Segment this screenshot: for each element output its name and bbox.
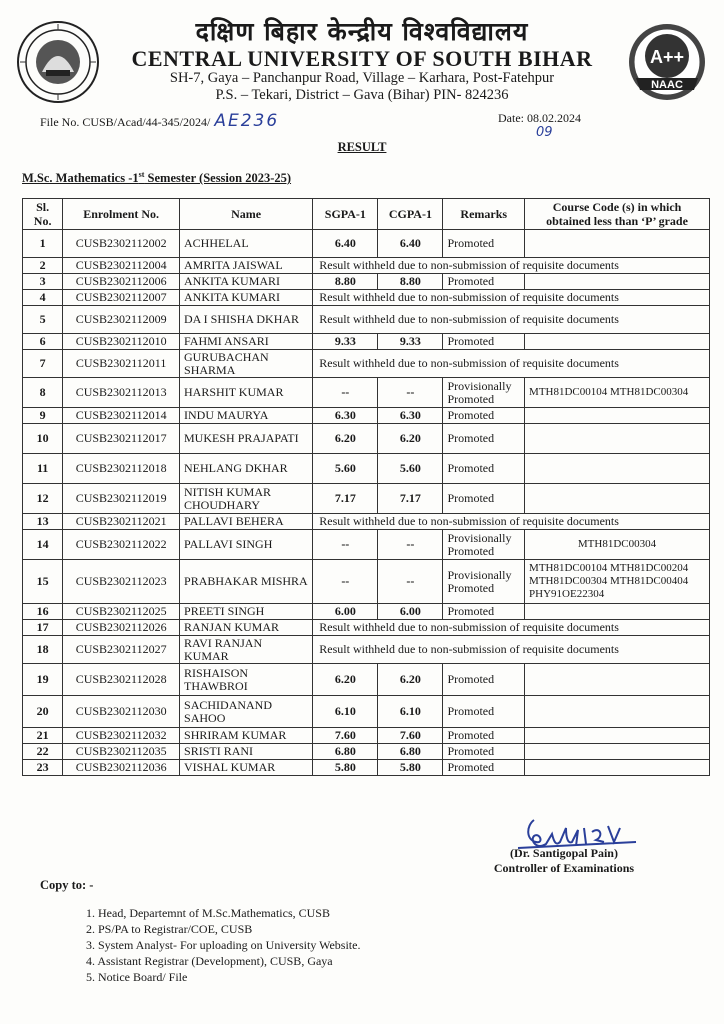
student-name-cell: SHRIRAM KUMAR	[180, 728, 313, 744]
table-row	[23, 306, 710, 334]
university-address	[100, 70, 624, 104]
university-emblem-icon	[16, 20, 100, 104]
result-title: RESULT	[337, 140, 387, 154]
enrolment-number-cell: CUSB2302112019	[63, 484, 180, 514]
course-codes-cell: MTH81DC00304	[525, 530, 710, 560]
serial-number-cell: 4	[23, 290, 63, 306]
course-codes-cell	[525, 424, 710, 454]
sgpa-cell: --	[313, 378, 378, 408]
sgpa-cell: 6.00	[313, 604, 378, 620]
cgpa-cell: 8.80	[378, 274, 443, 290]
column-header: Course Code (s) in which obtained less than ‘P’ grade	[525, 199, 710, 230]
student-name-cell: PRABHAKAR MISHRA	[180, 560, 313, 604]
column-header: Sl. No.	[23, 199, 63, 230]
table-row	[23, 604, 710, 620]
enrolment-number-cell: CUSB2302112014	[63, 408, 180, 424]
table-row	[23, 230, 710, 258]
enrolment-number-cell: CUSB2302112032	[63, 728, 180, 744]
student-name-cell: PALLAVI BEHERA	[180, 514, 313, 530]
enrolment-number-cell: CUSB2302112026	[63, 620, 180, 636]
student-name-cell: INDU MAURYA	[180, 408, 313, 424]
copy-to-label: Copy to: -	[40, 878, 94, 892]
serial-number-cell: 8	[23, 378, 63, 408]
table-row	[23, 530, 710, 560]
remarks-cell: Promoted	[443, 664, 525, 696]
course-codes-cell	[525, 728, 710, 744]
copy-to-item: 2. PS/PA to Registrar/COE, CUSB	[86, 922, 253, 936]
course-codes-cell	[525, 334, 710, 350]
serial-number-cell: 5	[23, 306, 63, 334]
sgpa-cell: 8.80	[313, 274, 378, 290]
remarks-cell: Promoted	[443, 484, 525, 514]
course-codes-cell	[525, 760, 710, 776]
remarks-cell: Provisionally Promoted	[443, 378, 525, 408]
enrolment-number-cell: CUSB2302112025	[63, 604, 180, 620]
student-name-cell: RANJAN KUMAR	[180, 620, 313, 636]
serial-number-cell: 19	[23, 664, 63, 696]
file-number	[40, 111, 279, 131]
table-row	[23, 350, 710, 378]
course-codes-cell	[525, 454, 710, 484]
remarks-cell: Promoted	[443, 454, 525, 484]
remarks-cell: Promoted	[443, 696, 525, 728]
result-withheld-cell: Result withheld due to non-submission of requisite documents	[313, 514, 710, 530]
file-number-handwritten: AE236	[214, 111, 280, 131]
cgpa-cell: 9.33	[378, 334, 443, 350]
course-codes-cell	[525, 408, 710, 424]
remarks-cell: Promoted	[443, 334, 525, 350]
table-row	[23, 696, 710, 728]
sgpa-cell: 6.40	[313, 230, 378, 258]
enrolment-number-cell: CUSB2302112035	[63, 744, 180, 760]
column-header: Remarks	[443, 199, 525, 230]
serial-number-cell: 13	[23, 514, 63, 530]
enrolment-number-cell: CUSB2302112013	[63, 378, 180, 408]
student-name-cell: ACHHELAL	[180, 230, 313, 258]
serial-number-cell: 15	[23, 560, 63, 604]
naac-grade: A++	[649, 47, 685, 67]
enrolment-number-cell: CUSB2302112022	[63, 530, 180, 560]
document-date-text: Date: 08.02.2024	[498, 111, 581, 125]
copy-to-item: 3. System Analyst- For uploading on University Website.	[86, 938, 361, 952]
table-row	[23, 728, 710, 744]
cgpa-cell: 6.40	[378, 230, 443, 258]
result-withheld-cell: Result withheld due to non-submission of requisite documents	[313, 620, 710, 636]
serial-number-cell: 9	[23, 408, 63, 424]
serial-number-cell: 10	[23, 424, 63, 454]
column-header: SGPA-1	[313, 199, 378, 230]
university-name-hindi: दक्षिण बिहार केन्द्रीय विश्वविद्यालय	[195, 17, 529, 46]
cgpa-cell: 5.60	[378, 454, 443, 484]
course-title: M.Sc. Mathematics -1st Semester (Session 2023-25)	[22, 170, 292, 186]
student-name-cell: SRISTI RANI	[180, 744, 313, 760]
remarks-cell: Promoted	[443, 274, 525, 290]
sgpa-cell: 6.80	[313, 744, 378, 760]
student-name-cell: RAVI RANJAN KUMAR	[180, 636, 313, 664]
table-row	[23, 408, 710, 424]
serial-number-cell: 21	[23, 728, 63, 744]
result-withheld-cell: Result withheld due to non-submission of requisite documents	[313, 290, 710, 306]
table-row	[23, 620, 710, 636]
sgpa-cell: 5.60	[313, 454, 378, 484]
student-name-cell: NITISH KUMAR CHOUDHARY	[180, 484, 313, 514]
enrolment-number-cell: CUSB2302112036	[63, 760, 180, 776]
serial-number-cell: 22	[23, 744, 63, 760]
cgpa-cell: 6.20	[378, 424, 443, 454]
cgpa-cell: 6.10	[378, 696, 443, 728]
result-withheld-cell: Result withheld due to non-submission of requisite documents	[313, 636, 710, 664]
course-codes-cell	[525, 696, 710, 728]
cgpa-cell: 6.30	[378, 408, 443, 424]
course-codes-cell: MTH81DC00104 MTH81DC00204 MTH81DC00304 MTH81DC00404 PHY91OE22304	[525, 560, 710, 604]
student-name-cell: HARSHIT KUMAR	[180, 378, 313, 408]
student-name-cell: ANKITA KUMARI	[180, 290, 313, 306]
cgpa-cell: 7.17	[378, 484, 443, 514]
file-number-text: File No. CUSB/Acad/44-345/2024/	[40, 115, 211, 129]
enrolment-number-cell: CUSB2302112006	[63, 274, 180, 290]
course-codes-cell	[525, 484, 710, 514]
result-table	[22, 198, 710, 776]
serial-number-cell: 11	[23, 454, 63, 484]
serial-number-cell: 12	[23, 484, 63, 514]
sgpa-cell: 7.17	[313, 484, 378, 514]
course-codes-cell	[525, 604, 710, 620]
enrolment-number-cell: CUSB2302112010	[63, 334, 180, 350]
student-name-cell: FAHMI ANSARI	[180, 334, 313, 350]
address-line-1: SH-7, Gaya – Panchanpur Road, Village – Karhara, Post-Fatehpur	[169, 70, 555, 86]
serial-number-cell: 16	[23, 604, 63, 620]
enrolment-number-cell: CUSB2302112030	[63, 696, 180, 728]
sgpa-cell: --	[313, 560, 378, 604]
student-name-cell: DA I SHISHA DKHAR	[180, 306, 313, 334]
cgpa-cell: --	[378, 560, 443, 604]
cgpa-cell: --	[378, 378, 443, 408]
table-row	[23, 636, 710, 664]
student-name-cell: PALLAVI SINGH	[180, 530, 313, 560]
naac-badge-icon	[624, 20, 710, 104]
naac-label: NAAC	[651, 79, 683, 91]
serial-number-cell: 14	[23, 530, 63, 560]
sgpa-cell: 6.30	[313, 408, 378, 424]
student-name-cell: VISHAL KUMAR	[180, 760, 313, 776]
enrolment-number-cell: CUSB2302112028	[63, 664, 180, 696]
serial-number-cell: 17	[23, 620, 63, 636]
enrolment-number-cell: CUSB2302112017	[63, 424, 180, 454]
enrolment-number-cell: CUSB2302112023	[63, 560, 180, 604]
sgpa-cell: 6.20	[313, 664, 378, 696]
enrolment-number-cell: CUSB2302112004	[63, 258, 180, 274]
serial-number-cell: 2	[23, 258, 63, 274]
date-handwritten-correction: 09	[536, 125, 553, 140]
student-name-cell: GURUBACHAN SHARMA	[180, 350, 313, 378]
table-row	[23, 334, 710, 350]
remarks-cell: Promoted	[443, 744, 525, 760]
serial-number-cell: 20	[23, 696, 63, 728]
enrolment-number-cell: CUSB2302112002	[63, 230, 180, 258]
course-codes-cell	[525, 664, 710, 696]
table-row	[23, 378, 710, 408]
table-row	[23, 258, 710, 274]
serial-number-cell: 3	[23, 274, 63, 290]
cgpa-cell: 7.60	[378, 728, 443, 744]
copy-to-item: 1. Head, Departemnt of M.Sc.Mathematics, CUSB	[86, 906, 330, 920]
result-withheld-cell: Result withheld due to non-submission of requisite documents	[313, 306, 710, 334]
serial-number-cell: 6	[23, 334, 63, 350]
signatory-designation: Controller of Examinations	[493, 861, 635, 875]
copy-to-list	[86, 905, 360, 985]
course-codes-cell	[525, 274, 710, 290]
enrolment-number-cell: CUSB2302112021	[63, 514, 180, 530]
student-name-cell: NEHLANG DKHAR	[180, 454, 313, 484]
sgpa-cell: --	[313, 530, 378, 560]
cgpa-cell: 6.80	[378, 744, 443, 760]
copy-to-item: 4. Assistant Registrar (Development), CUSB, Gaya	[86, 954, 333, 968]
remarks-cell: Provisionally Promoted	[443, 560, 525, 604]
remarks-cell: Promoted	[443, 408, 525, 424]
serial-number-cell: 18	[23, 636, 63, 664]
table-row	[23, 424, 710, 454]
enrolment-number-cell: CUSB2302112018	[63, 454, 180, 484]
sgpa-cell: 6.20	[313, 424, 378, 454]
sgpa-cell: 9.33	[313, 334, 378, 350]
table-row	[23, 514, 710, 530]
table-row	[23, 760, 710, 776]
copy-to-item: 5. Notice Board/ File	[86, 970, 188, 984]
cgpa-cell: 6.20	[378, 664, 443, 696]
student-name-cell: RISHAISON THAWBROI	[180, 664, 313, 696]
student-name-cell: AMRITA JAISWAL	[180, 258, 313, 274]
remarks-cell: Promoted	[443, 230, 525, 258]
enrolment-number-cell: CUSB2302112027	[63, 636, 180, 664]
table-row	[23, 454, 710, 484]
serial-number-cell: 7	[23, 350, 63, 378]
remarks-cell: Promoted	[443, 728, 525, 744]
result-withheld-cell: Result withheld due to non-submission of requisite documents	[313, 258, 710, 274]
table-header-row	[23, 199, 710, 230]
address-line-2: P.S. – Tekari, District – Gava (Bihar) PIN- 824236	[215, 87, 509, 103]
serial-number-cell: 23	[23, 760, 63, 776]
university-name: CENTRAL UNIVERSITY OF SOUTH BIHAR	[131, 46, 593, 71]
table-row	[23, 274, 710, 290]
course-codes-cell	[525, 744, 710, 760]
column-header: Enrolment No.	[63, 199, 180, 230]
student-name-cell: PREETI SINGH	[180, 604, 313, 620]
sgpa-cell: 6.10	[313, 696, 378, 728]
remarks-cell: Promoted	[443, 604, 525, 620]
student-name-cell: ANKITA KUMARI	[180, 274, 313, 290]
sgpa-cell: 7.60	[313, 728, 378, 744]
signatory-block	[474, 846, 654, 876]
remarks-cell: Provisionally Promoted	[443, 530, 525, 560]
enrolment-number-cell: CUSB2302112011	[63, 350, 180, 378]
table-row	[23, 560, 710, 604]
table-row	[23, 744, 710, 760]
column-header: CGPA-1	[378, 199, 443, 230]
remarks-cell: Promoted	[443, 760, 525, 776]
cgpa-cell: --	[378, 530, 443, 560]
table-row	[23, 664, 710, 696]
table-row	[23, 484, 710, 514]
sgpa-cell: 5.80	[313, 760, 378, 776]
student-name-cell: SACHIDANAND SAHOO	[180, 696, 313, 728]
course-codes-cell: MTH81DC00104 MTH81DC00304	[525, 378, 710, 408]
enrolment-number-cell: CUSB2302112007	[63, 290, 180, 306]
cgpa-cell: 6.00	[378, 604, 443, 620]
remarks-cell: Promoted	[443, 424, 525, 454]
cgpa-cell: 5.80	[378, 760, 443, 776]
serial-number-cell: 1	[23, 230, 63, 258]
signatory-name: (Dr. Santigopal Pain)	[510, 846, 618, 860]
result-withheld-cell: Result withheld due to non-submission of requisite documents	[313, 350, 710, 378]
enrolment-number-cell: CUSB2302112009	[63, 306, 180, 334]
table-row	[23, 290, 710, 306]
column-header: Name	[180, 199, 313, 230]
result-table-body	[23, 230, 710, 776]
course-codes-cell	[525, 230, 710, 258]
document-date	[498, 111, 581, 140]
student-name-cell: MUKESH PRAJAPATI	[180, 424, 313, 454]
